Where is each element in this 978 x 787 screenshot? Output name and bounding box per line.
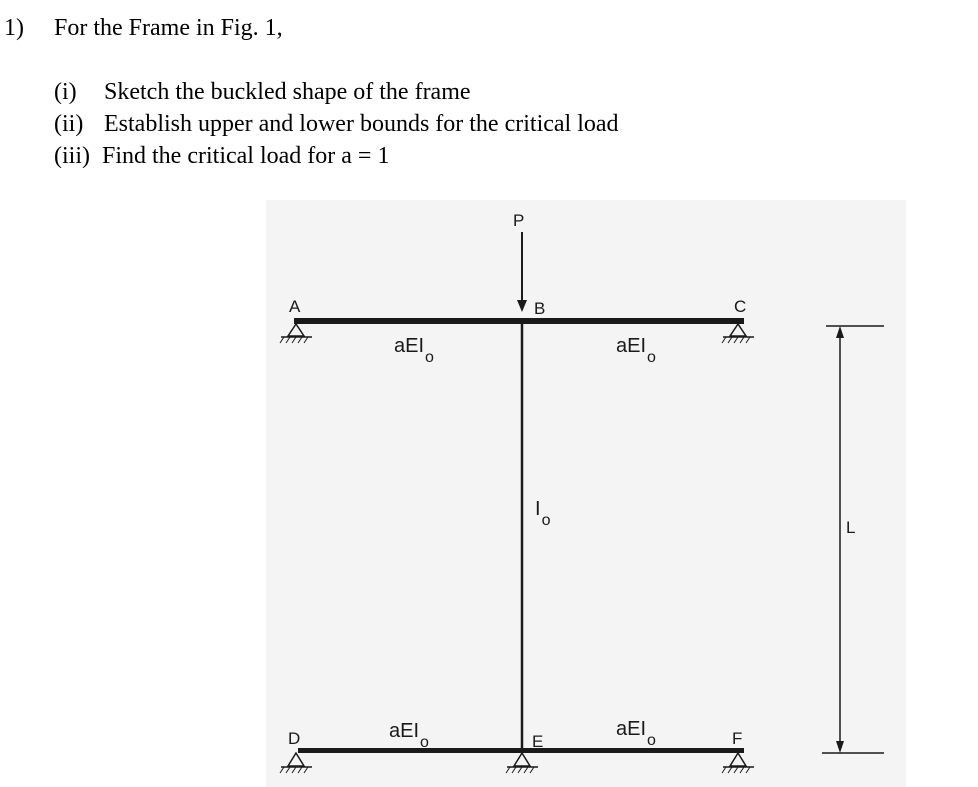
node-label-C: C xyxy=(734,297,747,316)
question-title: For the Frame in Fig. 1, xyxy=(54,15,283,41)
task-1-text: Sketch the buckled shape of the frame xyxy=(104,79,471,105)
task-3 xyxy=(54,142,389,170)
task-3-number: (iii) xyxy=(54,143,90,169)
frame-diagram xyxy=(266,200,906,787)
member-label-BC-sub: o xyxy=(647,349,656,366)
frame-figure xyxy=(266,200,906,787)
bottom-beam xyxy=(298,748,744,753)
task-3-text: Find the critical load for a = 1 xyxy=(102,143,390,169)
dimension-label: L xyxy=(846,518,856,537)
figure-background xyxy=(266,200,906,787)
member-label-AB-main: aEI xyxy=(394,335,425,357)
member-label-AB-sub: o xyxy=(425,349,434,366)
task-2-text: Establish upper and lower bounds for the critical load xyxy=(104,111,619,137)
top-beam xyxy=(294,318,744,324)
node-label-A: A xyxy=(289,297,301,316)
task-1 xyxy=(54,78,471,106)
question-number: 1) xyxy=(4,15,24,41)
member-label-BC-main: aEI xyxy=(616,335,647,357)
member-label-DE-sub: o xyxy=(420,734,429,751)
member-label-EF-main: aEI xyxy=(616,718,647,740)
member-label-BE-sub: o xyxy=(541,512,551,529)
node-label-E: E xyxy=(532,732,544,751)
task-2 xyxy=(54,110,619,138)
member-label-DE-main: aEI xyxy=(389,720,420,742)
task-1-number: (i) xyxy=(54,79,77,105)
node-label-B: B xyxy=(534,299,546,318)
node-label-F: F xyxy=(732,729,743,748)
task-2-number: (ii) xyxy=(54,111,84,137)
node-label-D: D xyxy=(288,729,301,748)
load-label: P xyxy=(513,211,525,230)
member-label-EF-sub: o xyxy=(647,732,656,749)
member-label-BE-main: I xyxy=(535,498,541,520)
